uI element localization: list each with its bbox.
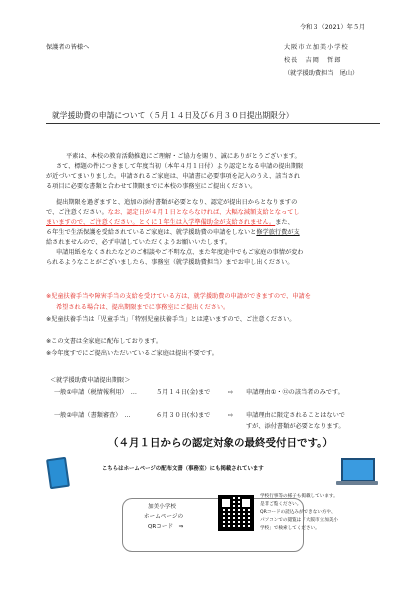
deadline-row-1-note: 申請理由①・⑫の該当者のみです。	[246, 389, 344, 396]
qr-code[interactable]	[218, 495, 254, 531]
qr-info: QRコードの読込みができない方や、	[260, 510, 336, 515]
deadline-row-2-note: 申請理由に限定されることはないで	[246, 412, 345, 419]
body-line	[46, 209, 300, 217]
body-text: で、ご注意ください。	[46, 209, 108, 216]
note-line: ※児童扶養手当は「児童手当」「特別児童扶養手当」とは違いますので、ご注意ください。	[46, 316, 296, 323]
body-line: られるようなことがございましたら、事務室（就学援助費担当）までお申し出ください。	[46, 259, 294, 266]
note-line: 希望される場合は、提出期限までに事務室にご提出ください。	[56, 304, 230, 311]
body-line: 平素は、本校の教育活動推進にご理解・ご協力を賜り、誠にありがとうございます。	[66, 153, 301, 160]
qr-info: 学校」で検索してください。	[260, 526, 320, 531]
deadline-row-2-note: すが、添付書類が必要となります。	[246, 423, 345, 430]
principal: 校長 吉岡 哲郎	[284, 57, 342, 64]
body-line: 申請用紙をなくされたなどのご相談やご不明な点、また年度途中でもご家庭の事情が変わ	[56, 249, 304, 256]
body-line: さて、標題の件につきまして年度当初（本年４月１日付）より認定となる申請の提出期限	[56, 163, 304, 170]
note-line: ※この文書は全家庭に配布しております。	[46, 338, 163, 345]
arrow-icon: ⇨	[228, 412, 234, 419]
note-line: ※今年度すでにご提出いただいているご家庭は提出不要です。	[46, 350, 218, 357]
qr-label: 加美小学校	[148, 504, 176, 510]
body-line: る項目に必要な書類と合わせて期限までに本校の事務室にご提出ください。	[46, 183, 257, 190]
emphasis-text: 修学旅行費が支	[256, 229, 300, 236]
web-notice: こちらはホームページの配布文書（事務室）にも掲載されています	[102, 466, 264, 472]
qr-label: ホームページの	[144, 514, 184, 520]
warning-text: なお、認定日が４月１日とならなければ、大幅な減額支給となってし	[107, 209, 300, 216]
warning-text: まいますので、ご注意ください。	[46, 219, 139, 226]
note-line: ※児童扶養手当や障害手当の支給を受けている方は、就学援助費の申請ができますので、申請を	[46, 293, 311, 300]
body-line: 給されませんので、必ず申請していただくようお願いいたします。	[46, 239, 232, 246]
deadline-heading: ＜就学援助費申請提出期限＞	[50, 377, 131, 384]
smartphone-icon	[46, 457, 70, 489]
qr-info: 是非ご覧ください。	[260, 502, 302, 507]
qr-label: QRコード ⇒	[148, 524, 184, 530]
body-line: 提出期限を過ぎますと、追加の添付書類が必要となり、認定が提出日からとなりますの	[56, 199, 298, 206]
deadline-row-2-date: ６月３０日(水)まで	[156, 412, 211, 419]
deadline-row-1-date: ５月１４日(金)まで	[156, 389, 211, 396]
laptop-icon	[341, 458, 375, 482]
body-text: また、	[275, 219, 294, 226]
contact: （就学援助費担当 尾山）	[284, 70, 359, 77]
school-name: 大阪市立加美小学校	[284, 44, 349, 51]
qr-info: 学校行事等の様子も掲載しています。	[260, 494, 338, 499]
body-line: が近づいてまいりました。申請されるご家庭は、申請書に必要事項を記入のうえ、該当され	[46, 173, 301, 180]
deadline-row-2-label: 一般②申請（書類審査） …	[54, 412, 131, 419]
body-text: ６年生で生活保護を受給されているご家庭は、就学援助費の申請をしないと	[46, 229, 257, 236]
deadline-row-1-label: 一般①申請（税情報利用） …	[54, 389, 137, 396]
body-line	[46, 219, 294, 227]
body-line	[46, 229, 300, 237]
qr-info: パソコンでの閲覧は「大阪市立加美小	[260, 518, 339, 523]
warning-text: とくに１年生は入学準備助金が支給されません。	[138, 219, 276, 226]
page-title: 就学援助費の申請について（５月１４日及び６月３０日提出期限分）	[52, 111, 294, 120]
date: 令和３（2021）年５月	[300, 24, 366, 31]
final-notice: （４月１日からの認定対象の最終受付日です。）	[108, 437, 333, 449]
recipient: 保護者の皆様へ	[46, 44, 90, 51]
laptop-base	[336, 481, 378, 485]
arrow-icon: ⇨	[228, 389, 234, 396]
